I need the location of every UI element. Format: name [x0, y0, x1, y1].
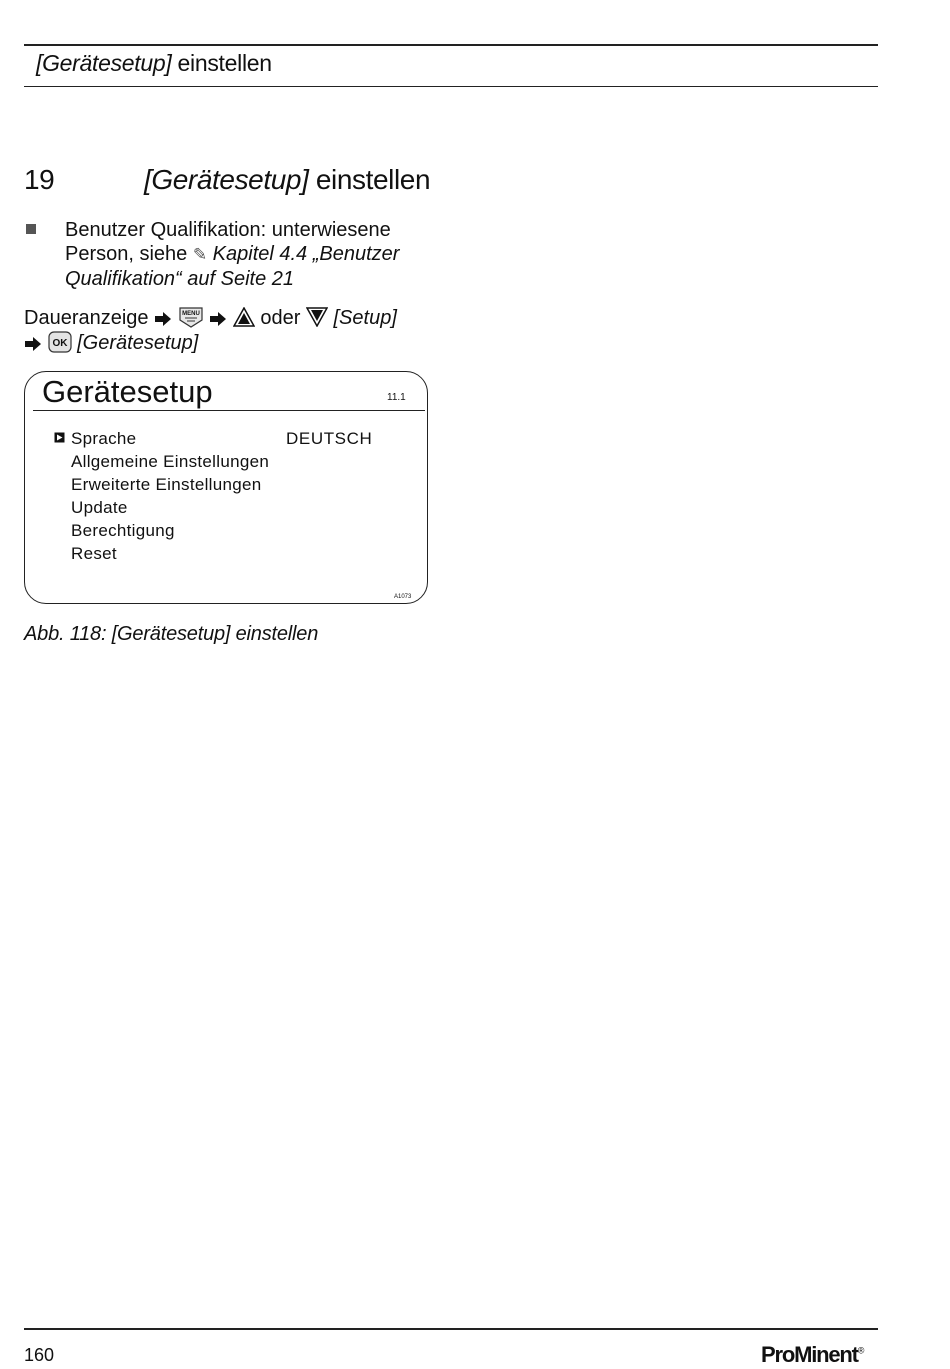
language-value: DEUTSCH — [286, 429, 373, 448]
nav-setup-label: [Setup] — [333, 307, 397, 329]
prominent-logo — [761, 1342, 864, 1368]
running-title-rest: einstellen — [171, 50, 272, 76]
down-key-icon — [306, 307, 328, 327]
chapter-heading — [24, 164, 430, 196]
arrow-right-icon — [24, 336, 42, 352]
registered-mark: ® — [857, 1345, 865, 1356]
chapter-title-italic: [Gerätesetup] — [144, 164, 309, 195]
qualification-bullet — [24, 218, 464, 291]
nav-or-label: oder — [260, 307, 301, 329]
header-bottom-rule — [24, 86, 878, 87]
chapter-title-rest: einstellen — [308, 164, 431, 195]
running-title — [36, 50, 272, 77]
header-top-rule — [24, 44, 878, 46]
nav-start-label: Daueranzeige — [24, 307, 149, 329]
menu-item-allgemeine-einstellungen[interactable] — [71, 450, 269, 473]
logo-text: ProMinent — [761, 1342, 858, 1367]
svg-text:OK: OK — [52, 338, 68, 349]
ok-key-icon — [48, 331, 72, 353]
screen-code: 11.1 — [387, 392, 406, 403]
arrow-right-icon — [209, 311, 227, 327]
page-number: 160 — [24, 1345, 55, 1365]
device-screen-figure — [24, 371, 428, 604]
qualification-text — [65, 218, 464, 291]
chapter-reference-link[interactable]: Kapitel 4.4 „Benutzer Qualifikation“ auf Seite 21 — [65, 243, 400, 290]
svg-text:MENU: MENU — [181, 311, 200, 317]
qualification-description: unterwiesene Person, siehe — [65, 219, 391, 265]
nav-geraetesetup-label: [Gerätesetup] — [77, 332, 199, 354]
screen-title: Gerätesetup — [42, 374, 213, 409]
selection-cursor-icon — [54, 432, 65, 443]
screen-menu — [71, 427, 269, 565]
arrow-right-icon — [154, 311, 172, 327]
navigation-path-line-2 — [24, 331, 198, 355]
menu-item-erweiterte-einstellungen[interactable] — [71, 473, 269, 496]
figure-caption: Abb. 118: [Gerätesetup] einstellen — [24, 623, 319, 645]
menu-item-label: Erweiterte Einstellungen — [71, 475, 262, 494]
chapter-number: 19 — [24, 164, 55, 195]
figure-id: A1073 — [394, 594, 412, 600]
menu-item-reset[interactable] — [71, 542, 269, 565]
menu-item-label: Allgemeine Einstellungen — [71, 452, 270, 471]
qualification-label: Benutzer Qualifikation: — [65, 219, 267, 241]
footer-rule — [24, 1328, 878, 1330]
menu-key-icon — [178, 306, 204, 328]
menu-item-label: Sprache — [71, 429, 137, 448]
menu-item-berechtigung[interactable] — [71, 519, 269, 542]
menu-item-label: Reset — [71, 544, 117, 563]
running-title-italic: [Gerätesetup] — [36, 50, 172, 76]
menu-item-label: Update — [71, 498, 128, 517]
up-key-icon — [233, 307, 255, 327]
square-bullet-icon — [26, 224, 36, 234]
reference-icon: ✎ — [192, 245, 208, 264]
menu-item-update[interactable] — [71, 496, 269, 519]
menu-item-sprache[interactable] — [71, 427, 269, 450]
screen-title-rule — [33, 410, 425, 411]
navigation-path-line-1 — [24, 306, 397, 330]
menu-item-label: Berechtigung — [71, 521, 175, 540]
